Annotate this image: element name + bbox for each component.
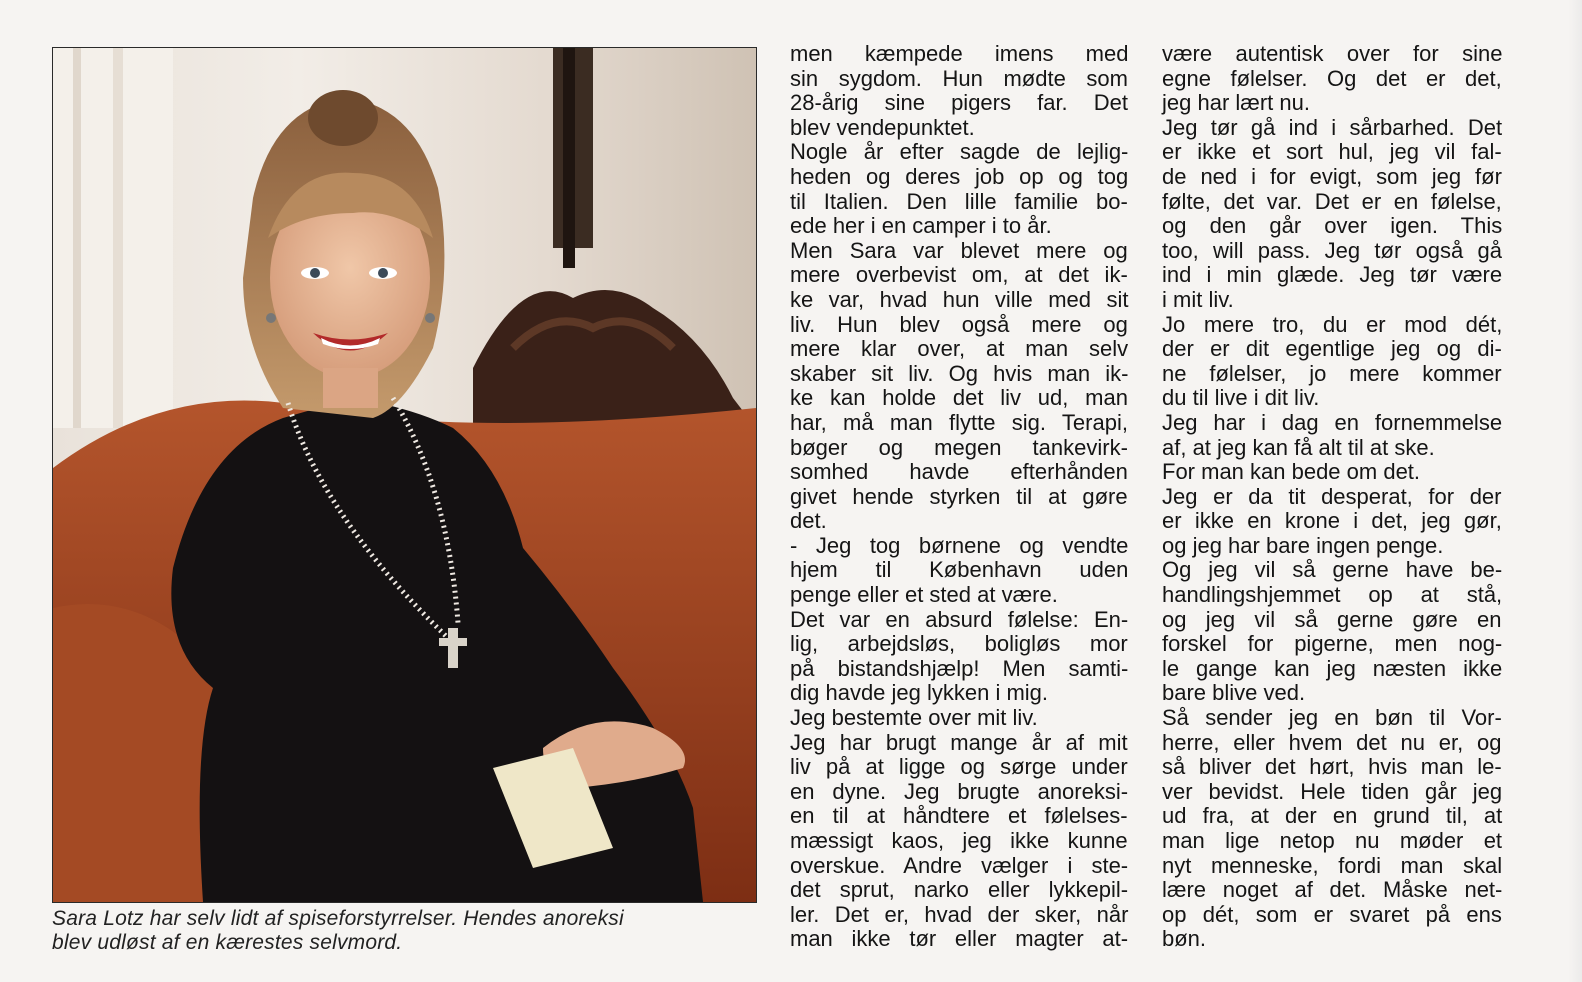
article-text-line: du til live i dit liv. — [1162, 385, 1320, 411]
article-text-line: le gange kan jeg næsten ikke — [1162, 655, 1503, 681]
article-text-line: sin sygdom. Hun mødte som — [790, 65, 1128, 91]
article-text-line: Så sender jeg en bøn til Vor- — [1162, 705, 1502, 731]
article-text-line: og jeg vil så gerne gøre en — [1162, 606, 1502, 632]
article-text-line: handlingshjemmet op at stå, — [1162, 582, 1503, 608]
article-text-line: jeg har lært nu. — [1162, 90, 1310, 116]
article-text-line: 28-årig sine pigers far. Det — [790, 90, 1129, 116]
article-text-line: egne følelser. Og det er det, — [1162, 65, 1502, 91]
article-text-line: i mit liv. — [1162, 286, 1234, 312]
article-text-line: hjem til København uden — [790, 557, 1129, 583]
article-text-line: af, at jeg kan få alt til at ske. — [1162, 434, 1435, 460]
article-text-line: ud fra, at der en grund til, at — [1162, 803, 1503, 829]
article-text-line: ke var, hvad hun ville med sit — [790, 286, 1129, 312]
article-text-line: ke kan holde det liv ud, man — [790, 385, 1128, 411]
caption-line: Sara Lotz har selv lidt af spiseforstyrrelser. Hendes anoreksi — [52, 907, 624, 930]
article-text-line: mæssigt kaos, jeg ikke kunne — [790, 828, 1128, 853]
article-text-line: nyt menneske, fordi man skal — [1162, 852, 1503, 878]
article-text-line: man ikke tør eller magter at- — [790, 926, 1129, 952]
article-text-line: heden og deres job op og tog — [790, 163, 1129, 189]
article-column-2 — [1162, 42, 1502, 952]
article-text-line: de ned i for evigt, som jeg før — [1162, 163, 1502, 189]
article-text-line: givet hende styrken til at gøre — [790, 483, 1128, 509]
article-text-line: og jeg har bare ingen penge. — [1162, 532, 1444, 558]
article-text-line: en dyne. Jeg brugte anoreksi- — [790, 778, 1129, 804]
article-text-line: har, må man flytte sig. Terapi, — [790, 409, 1128, 435]
article-text-line: er ikke et sort hul, jeg vil fal- — [1162, 139, 1502, 165]
article-text-line: Jeg bestemte over mit liv. — [790, 705, 1038, 731]
article-text-line: skaber sit liv. Og hvis man ik- — [790, 360, 1129, 386]
article-text-line: ler. Det er, hvad der sker, når — [790, 901, 1129, 927]
article-text-line: - Jeg tog børnene og vendte — [790, 532, 1129, 558]
article-text-line: man lige netop nu møder et — [1162, 828, 1503, 853]
article-text-line: bare blive ved. — [1162, 680, 1306, 706]
article-text-line: Jeg har brugt mange år af mit — [790, 729, 1128, 755]
article-text-line: liv på at ligge og sørge under — [790, 754, 1128, 780]
article-text-line: det. — [790, 508, 827, 534]
article-text-line: Jeg er da tit desperat, for der — [1162, 483, 1502, 509]
article-text-line: herre, eller hvem det nu er, og — [1162, 729, 1502, 755]
article-text-line: Jeg har i dag en fornemmelse — [1162, 409, 1503, 435]
article-text-line: Det var en absurd følelse: En- — [790, 606, 1129, 632]
article-text-line: og den går over igen. This — [1162, 213, 1503, 239]
portrait-illustration — [53, 48, 756, 902]
article-text-line: Og jeg vil så gerne have be- — [1162, 557, 1503, 583]
article-text-line: bøn. — [1162, 926, 1207, 952]
article-text-line: dig havde jeg lykken i mig. — [790, 680, 1049, 706]
article-text-line: ne følelser, jo mere kommer — [1162, 360, 1502, 386]
article-text-line: ede her i en camper i to år. — [790, 213, 1052, 239]
portrait-photo — [52, 47, 757, 903]
article-text-line: der er dit egentlige jeg og di- — [1162, 336, 1502, 362]
article-text-line: somhed havde efterhånden — [790, 459, 1128, 485]
article-text-line: Jo mere tro, du er mod dét, — [1162, 311, 1503, 337]
article-text-line: men kæmpede imens med — [790, 41, 1129, 66]
article-text-line: til Italien. Den lille familie bo- — [790, 188, 1128, 214]
article-column-1 — [790, 42, 1128, 952]
article-text-line: bøger og megen tankevirk- — [790, 434, 1128, 460]
article-text-line: en til at håndtere et følelses- — [790, 803, 1128, 829]
article-text-line: For man kan bede om det. — [1162, 459, 1421, 485]
article-text-line: liv. Hun blev også mere og — [790, 311, 1128, 337]
article-text-line: penge eller et sted at være. — [790, 582, 1058, 608]
page-edge — [1568, 0, 1582, 982]
caption-line: blev udløst af en kærestes selvmord. — [52, 931, 403, 954]
article-text-line: er ikke en krone i det, jeg gør, — [1162, 508, 1502, 534]
article-text-line: ind i min glæde. Jeg tør være — [1162, 262, 1503, 288]
photo-caption — [52, 907, 757, 955]
article-text-line: lære noget af det. Måske net- — [1162, 877, 1503, 903]
article-text-line: følte, det var. Det er en følelse, — [1162, 188, 1502, 214]
article-text-line: op dét, som er svaret på ens — [1162, 901, 1502, 927]
article-text-line: på bistandshjælp! Men samti- — [790, 655, 1129, 681]
article-text-line: Jeg tør gå ind i sårbarhed. Det — [1162, 114, 1503, 140]
article-text-line: Nogle år efter sagde de lejlig- — [790, 139, 1129, 165]
article-text-line: mere klar over, at man selv — [790, 336, 1129, 362]
article-text-line: være autentisk over for sine — [1162, 41, 1503, 66]
article-text-line: det sprut, narko eller lykkepil- — [790, 877, 1129, 903]
article-text-line: ver bevidst. Hele tiden går jeg — [1162, 778, 1503, 804]
article-text-line: blev vendepunktet. — [790, 114, 975, 140]
article-text-line: mere overbevist om, at det ik- — [790, 262, 1128, 288]
article-text-line: too, will pass. Jeg tør også gå — [1162, 237, 1503, 263]
article-text-line: overskue. Andre vælger i ste- — [790, 852, 1129, 878]
article-text-line: så bliver det hørt, hvis man le- — [1162, 754, 1502, 780]
article-text-line: forskel for pigerne, men nog- — [1162, 631, 1503, 657]
article-text-line: Men Sara var blevet mere og — [790, 237, 1128, 263]
article-text-line: lig, arbejdsløs, boligløs mor — [790, 631, 1128, 657]
